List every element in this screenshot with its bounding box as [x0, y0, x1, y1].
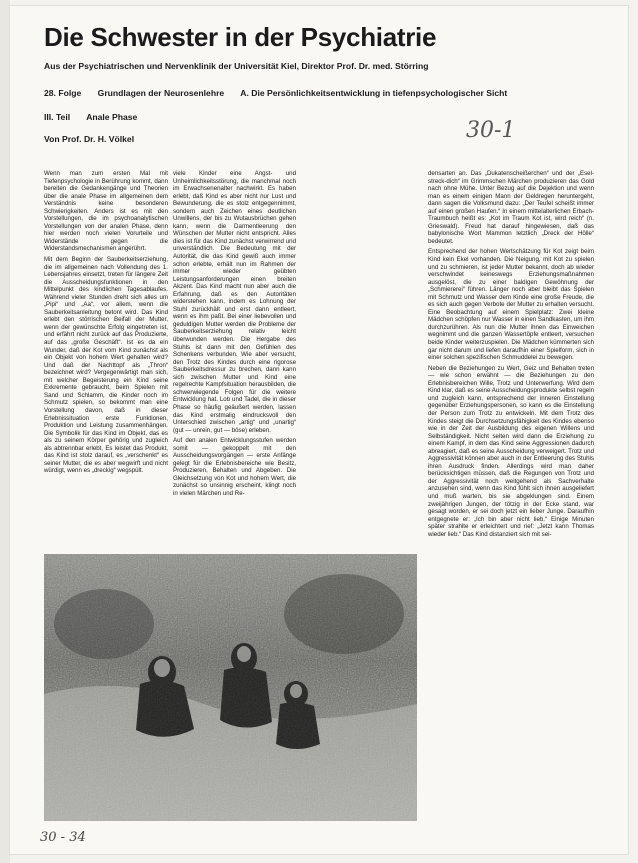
- paragraph: densarten an. Das „Dukatenscheißerchen“ und der „Esel-streck-dich“ im Grimmschen Märchen produzieren das Gold nach ohne Mühe. Unter Bezug auf die Dejektion und wenn man es einem einigen Mann der Geldregen heruntergeht, dann sagen die Volksmund dazu: „Der Teufel scheißt immer auf einen großen Haufen.“ In einem mittelalterlichen Erbach-Traumbuch heißt es: „Kot im Traum Kot ist, wird reich“ (n. Grieswald). Freud hat darauf hingewiesen, daß das babylonische Wort Mammon letztlich „Dreck der Hölle“ bedeutet.: [428, 170, 594, 245]
- part-line: [44, 112, 137, 122]
- text-column-2: [173, 170, 296, 548]
- handwritten-page-number: 30 - 34: [40, 830, 86, 845]
- series-line: [44, 88, 507, 98]
- series-part: 28. Folge: [44, 88, 82, 98]
- paragraph: Auf den analen Entwicklungsstufen werden somit — gekoppelt mit den Ausscheidungsvorgängen — erste Anfänge gelegt für die Erlebnisbereiche wie Besitz, Produzieren, Behalten und Abgeben. Die Gleichsetzung von Kot und hohem Wert, die zunächst so unsinnig erscheint, klingt noch in vielen Märchen und Re-: [173, 437, 296, 497]
- paragraph: Entsprechend der hohen Wertschätzung für Kot zeigt beim Kind kein Ekel vorhanden. Die Neigung, mit Kot zu spielen und zu schmieren, ist jeder Mutter bekannt, doch ab wieder verschwindet keineswegs Erziehungsmaßnahmen ausgelöst, die zu einer baldigen Gewöhnung der „Schmiererei“ führen. Länger noch aber bleibt das Spielen mit Schmutz und Wasser dem Kinde eine große Freude, die es sich auch gegen Verbote der Mutter zu erhalten versucht. Eine Beobachtung auf einem Spielplatz: Zwei kleine Mädchen schöpfen nur Wasser in einen Sandkasten, um ihm durchzurühren. Als nun die Mutter ihnen das Einweichen wegnimmt und die ganzen Wassertöpfe entleert, versuchen beide Kinder weiterzuspielen. Die Mädchen kümmerten sich gar nicht darum und liefen daraufhin einer Spielform, sich in einer solchen spezifischen Schmuddelei zu bewegen.: [428, 248, 594, 362]
- author-line: Von Prof. Dr. H. Völkel: [44, 134, 135, 144]
- paragraph: Mit dem Beginn der Sauberkeitserziehung, die im allgemeinen nach Vollendung des 1. Lebensjahres einsetzt, treten für längere Zeit die Ausscheidungsfunktionen in den Mittelpunkt des kindlichen Tagesablaufes. Während vieler Stunden dreht sich alles um „Pipi“ und „Aa“, vor allem, wenn die Sauberkeitsanleitung betont wird. Das Kind erlebt den störrischen Beifall der Mutter, wenn der gewünschte Erfolg eingetreten ist, und erfährt nicht zurück auf das Produzierte, auf das „große Geschäft“. Ist es da ein Wunder, daß der Kot vom Kind zunächst als ein Objekt von hohem Wert gehalten wird? Und daß der Nachttopf als „Thron“ bezeichnet wird? Vergegenwärtigt man sich, mit welcher Begeisterung ein Kind seine Exkremente gebraucht, beim Spielen mit Sand und Schlamm, die Kinder noch im Schmutz spielen, so bekommt man eine Vorstellung davon, daß in dieser Erlebnissituation erste Funktionen, Produktion und Leistung zusammenhängen. Die Symbolik für das Kind im Objekt, das es als zu seinem Körper gehörig und zugleich als abtrennbar erlebt. Es leistet das Produkt, das Kind ist stolz darauf, es „verschenkt“ es seiner Mutter, die es aber wegwirft und nicht würdigt, wenn es „dreckig“ wegspült.: [44, 256, 168, 475]
- text-column-3: [428, 170, 594, 820]
- handwritten-page-note: 30-1: [466, 118, 516, 143]
- scan-binding-edge: [0, 0, 10, 863]
- series-topic: Grundlagen der Neurosenlehre: [97, 88, 225, 98]
- article-title: Die Schwester in der Psychiatrie: [44, 22, 437, 52]
- part-number: III. Teil: [44, 112, 71, 122]
- part-phase: Anale Phase: [86, 112, 138, 122]
- series-section: A. Die Persönlichkeitsentwicklung in tiefenpsychologischer Sicht: [240, 88, 508, 98]
- article-subtitle: Aus der Psychiatrischen und Nervenklinik der Universität Kiel, Direktor Prof. Dr. med. Störring: [44, 61, 429, 71]
- paragraph: Wenn man zum ersten Mal mit Tiefenpsychologie in Berührung kommt, dann bereiten die Gedankengänge und Theorien über die anale Phase im allgemeinen dem Verständnis keine besonderen Schwierigkeiten. Anders ist es mit den Vorstellungen, die im psychoanalytischen Vorstellungen von der analen Phase, denn hier werden noch vielen Vorurteile und Widerstände gegen die Widerstandsmechanismen angerührt.: [44, 170, 168, 253]
- paragraph: viele Kinder eine Angst- und Unheimlichkeitsstörung, die manchmal noch im Erwachsenenalter nachwirkt. Es haben erlebt, daß Kind es aber nicht nur Lust und Bewunderung, die es stolz entgegennimmt, sondern auch Zeichen eines deutlichen Unwillens, der bis zu Wutausbrüchen gehen kann, wenn die Darmentleerung den Wünschen der Mutter nicht entspricht. Alles dies ist für das Kind zunächst verwirrend und unverständlich. Die Bedeutung mit der Autorität, die das Kind gewiß auch immer schon erlebte, erhält nun im Rahmen der immer wieder geübten Leistungsanforderungen einen breiten Akzent. Das Kind macht nun aber auch die Erfahrung, daß es den Autoritäten widerstehen kann, indem es Lohnung der Stuhl zurückhält und erst dann entleert, wenn es ihm paßt. Bei einer liebevollen und geduldigen Mutter werden die Probleme der Sauberkeitserziehung relativ leicht überwunden werden. Die Hergabe des Stuhls ist dann mit den Gefühlen des Schenkens verbunden. Wie aber versucht, den Trotz des Kindes durch eine rigorose Sauberkeitsdressur zu brechen, dann kann sich zwischen Mutter und Kind eine regelrechte Kampfsituation herausbilden, die schwerwiegende Folgen für die weitere Entwicklung hat. Lob und Tadel, die in dieser Phase so häufig geäußert werden, lassen das Kind erstmalig eindrucksvoll den Unterschied zwischen „artig“ und „unartig“ (gut — unrein, gut — böse) erleben.: [173, 170, 296, 434]
- text-column-1: [44, 170, 168, 548]
- article-photo-children-playing: [44, 554, 417, 821]
- paragraph: Neben die Beziehungen zu Wert, Geiz und Behalten treten — wie schon erwähnt — die Beziehungen zu den Erlebnisbereichen Wille, Trotz und Unterwerfung. Wird dem Kind klar, daß es seine Ausscheidungsprodukte selbst regeln und zugleich kann, entsprechend der inneren Einstellung gegenüber Erziehungspersonen, so kann es die Einstellung der Person zum Trotz zu entwickeln. Mit dem Trotz des Kindes steigt die Durchsetzungsfähigkeit des Kindes ebenso wie in der Zeit der Ausbildung des eigenen Willens und Selbständigkeit. Nicht selten wird dann die Erziehung zu einem Kampf, in dem das Kind seine Aggressionen dadurch abreagiert, daß es seine Ausscheidung verweigert. Trotz und Aggressivität können aber auch in der Entleerung des Stuhls ihren Ausdruck finden. Allerdings wird man daher berücksichtigen müssen, daß die Regungen von Trotz und der Aggressivität noch weitgehend als Sachverhalte anzusehen sind, wenn das Kind fühlt sich ihnen ausgeliefert und muß warten, bis sie abgeklungen sind. Einem zweijährigen Jungen, der tötzig in der Ecke stand, war gesagt worden, er sei doch jetzt ein lieber Junge. Daraufhin entgegnete er: „Ich bin aber nicht lieb.“ Einige Minuten später strahlte er erleichtert und rief: „Jetzt kann Thomas wieder lieb.“ Das Kind distanziert sich mit sei-: [428, 364, 594, 538]
